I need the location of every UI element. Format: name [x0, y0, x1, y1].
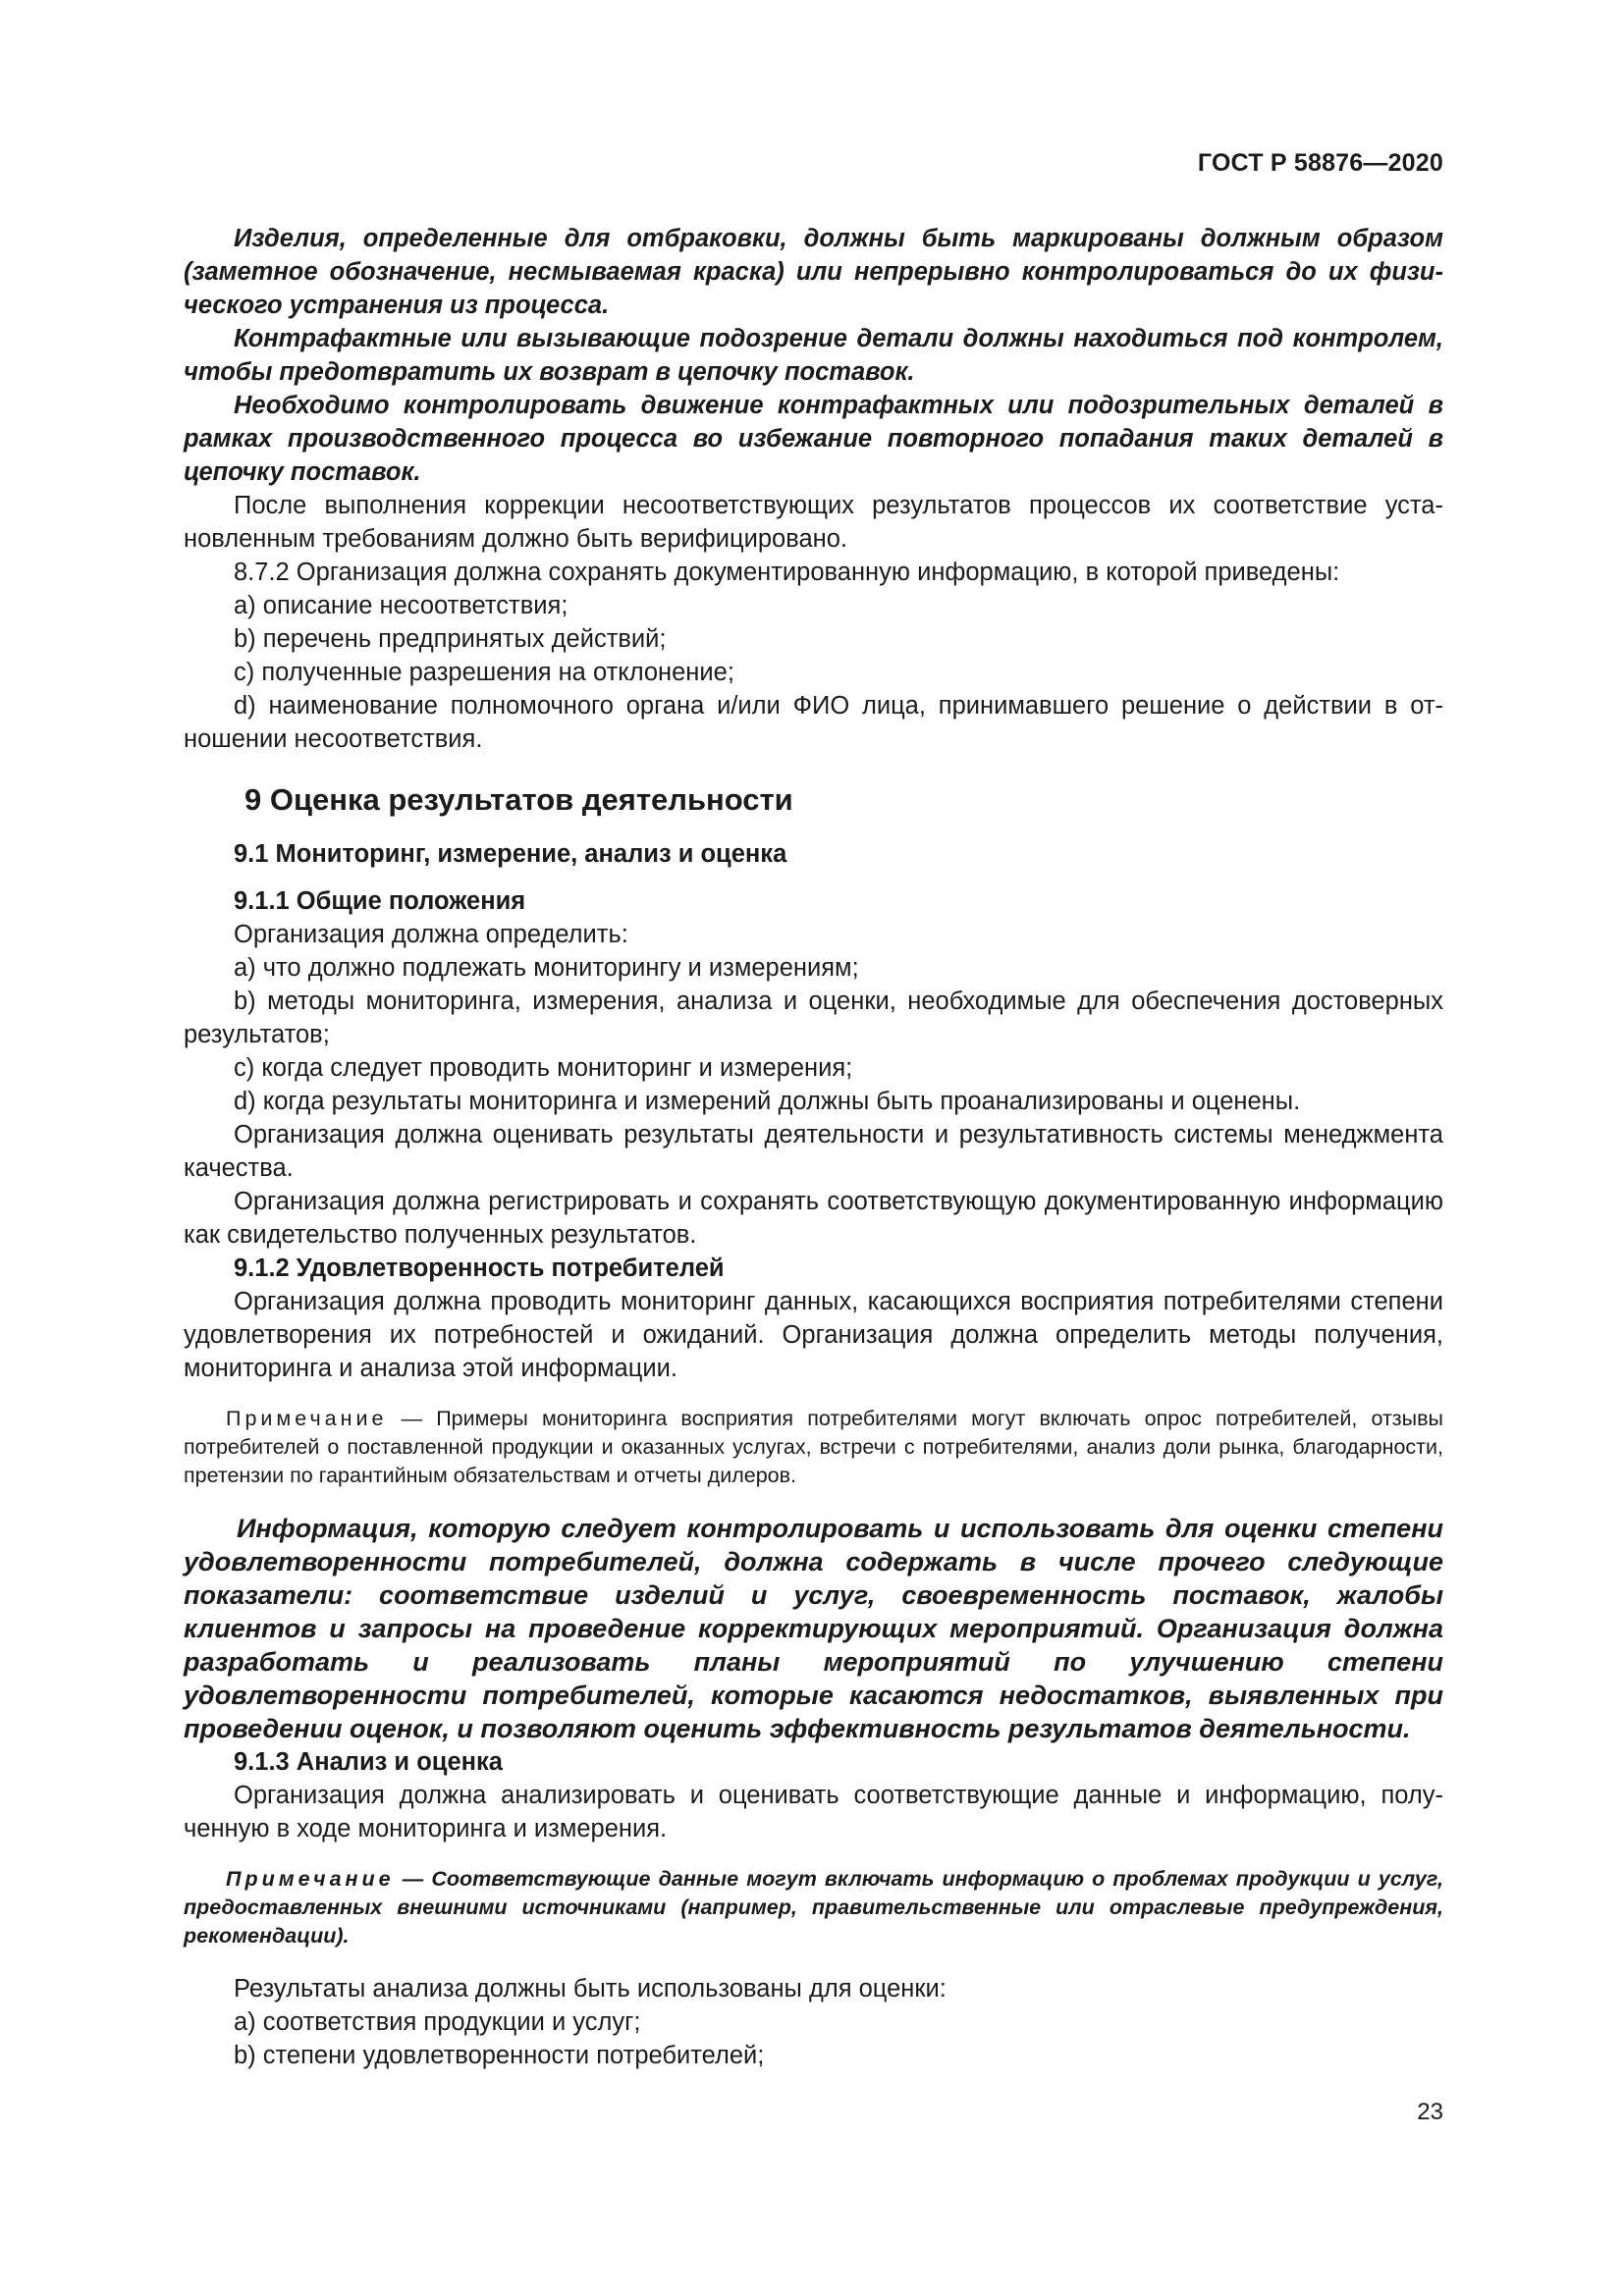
page-number: 23 — [1417, 2099, 1443, 2125]
note-text: — Соответствующие данные могут включать информацию о проблемах продукции и услуг, предоставленных внешними источниками (например, правительственные или отраслевые предупреждения, рекомендации). — [184, 1867, 1443, 1948]
paragraph-customer-monitoring: Организация должна проводить мониторинг данных, касающихся восприятия потребителями степени удовлетворения их потребностей и ожиданий. Организация должна определить методы получения, мониторинга и анализа этой информации. — [184, 1288, 1443, 1382]
paragraph-analysis: Организация должна анализировать и оценивать соответствующие данные и информацию, полученную в ходе мониторинга и измерения. — [184, 1782, 1443, 1842]
list-item-9-1-1-d: d) когда результаты мониторинга и измерений должны быть проанализированы и оценены. — [234, 1088, 1301, 1115]
subsection-heading-9-1-2: 9.1.2 Удовлетворенность потребителей — [234, 1255, 725, 1282]
document-header-id: ГОСТ Р 58876—2020 — [1197, 149, 1443, 177]
list-item-9-1-3-a: a) соответствия продукции и услуг; — [234, 2008, 641, 2036]
paragraph-counterfeit-control: Контрафактные или вызывающие подозрение детали должны находиться под контролем, чтобы предотвратить их возврат в цепочку поставок. — [184, 325, 1443, 386]
list-item-9-1-1-b: b) методы мониторинга, измерения, анализа и оценки, необходимые для обеспечения достоверных результатов; — [184, 988, 1443, 1048]
paragraph-8-7-2: 8.7.2 Организация должна сохранять документированную информацию, в которой приведены: — [234, 559, 1340, 586]
section-heading-9: 9 Оценка результатов деятельности — [244, 782, 793, 817]
note-customer-perception — [184, 1405, 1443, 1490]
paragraph-verification: После выполнения коррекции несоответствующих результатов процессов их соответствие установленным требованиям должно быть верифицировано. — [184, 492, 1443, 553]
list-item-9-1-1-a: a) что должно подлежать мониторингу и измерениям; — [234, 954, 859, 982]
list-item-9-1-1-c: c) когда следует проводить мониторинг и измерения; — [234, 1054, 853, 1082]
note-relevant-data — [184, 1865, 1443, 1950]
list-item-8-7-2-b: b) перечень предпринятых действий; — [234, 625, 667, 653]
list-item-9-1-3-b: b) степени удовлетворенности потребителей; — [234, 2042, 765, 2069]
list-item-8-7-2-a: a) описание несоответствия; — [234, 592, 568, 619]
subsection-heading-9-1-3: 9.1.3 Анализ и оценка — [234, 1748, 503, 1776]
note-label: Примечание — [226, 1407, 388, 1430]
subsection-heading-9-1-1: 9.1.1 Общие положения — [234, 887, 526, 915]
paragraph-satisfaction-info: Информация, которую следует контролировать и использовать для оценки степени удовлетворенности потребителей, должна содержать в числе прочего следующие показатели: соответствие изделий и услуг, своевременность поставок, жалобы клиентов и запросы на проведение корректирующих мероприятий. Организация должна разработать и реализовать планы мероприятий по улучшению степени удовлетворенности потребителей, которые касаются недостатков, выявленных при проведении оценок, и позволяют оценить эффективность результатов деятельности. — [184, 1514, 1443, 1743]
paragraph-org-determine: Организация должна определить: — [234, 921, 628, 948]
page-body — [184, 222, 1443, 2072]
subsection-heading-9-1: 9.1 Мониторинг, измерение, анализ и оценка — [234, 840, 787, 868]
paragraph-analysis-results: Результаты анализа должны быть использованы для оценки: — [234, 1975, 947, 2002]
paragraph-evaluate-performance: Организация должна оценивать результаты деятельности и результативность системы менеджмента качества. — [184, 1121, 1443, 1182]
paragraph-retain-info: Организация должна регистрировать и сохранять соответствующую документированную информацию как свидетельство полученных результатов. — [184, 1188, 1443, 1249]
list-item-8-7-2-c: c) полученные разрешения на отклонение; — [234, 659, 734, 686]
note-label: Примечание — [226, 1867, 395, 1891]
paragraph-counterfeit-movement: Необходимо контролировать движение контрафактных или подозрительных деталей в рамках производственного процесса во избежание повторного попадания таких деталей в цепочку поставок. — [184, 392, 1443, 486]
note-text: — Примеры мониторинга восприятия потребителями могут включать опрос потребителей, отзывы потребителей о поставленной продукции и оказанных услугах, встречи с потребителями, анализ доли рынка, благодарности, претензии по гарантийным обязательствам и отчеты дилеров. — [184, 1407, 1443, 1487]
paragraph-rejected-items: Изделия, определенные для отбраковки, должны быть маркированы должным образом (заметное обозначение, несмываемая краска) или непрерывно контролироваться до их физического устранения из процесса. — [184, 225, 1443, 319]
list-item-8-7-2-d: d) наименование полномочного органа и/или ФИО лица, принимавшего решение о действии в отношении несоответствия. — [184, 692, 1443, 753]
